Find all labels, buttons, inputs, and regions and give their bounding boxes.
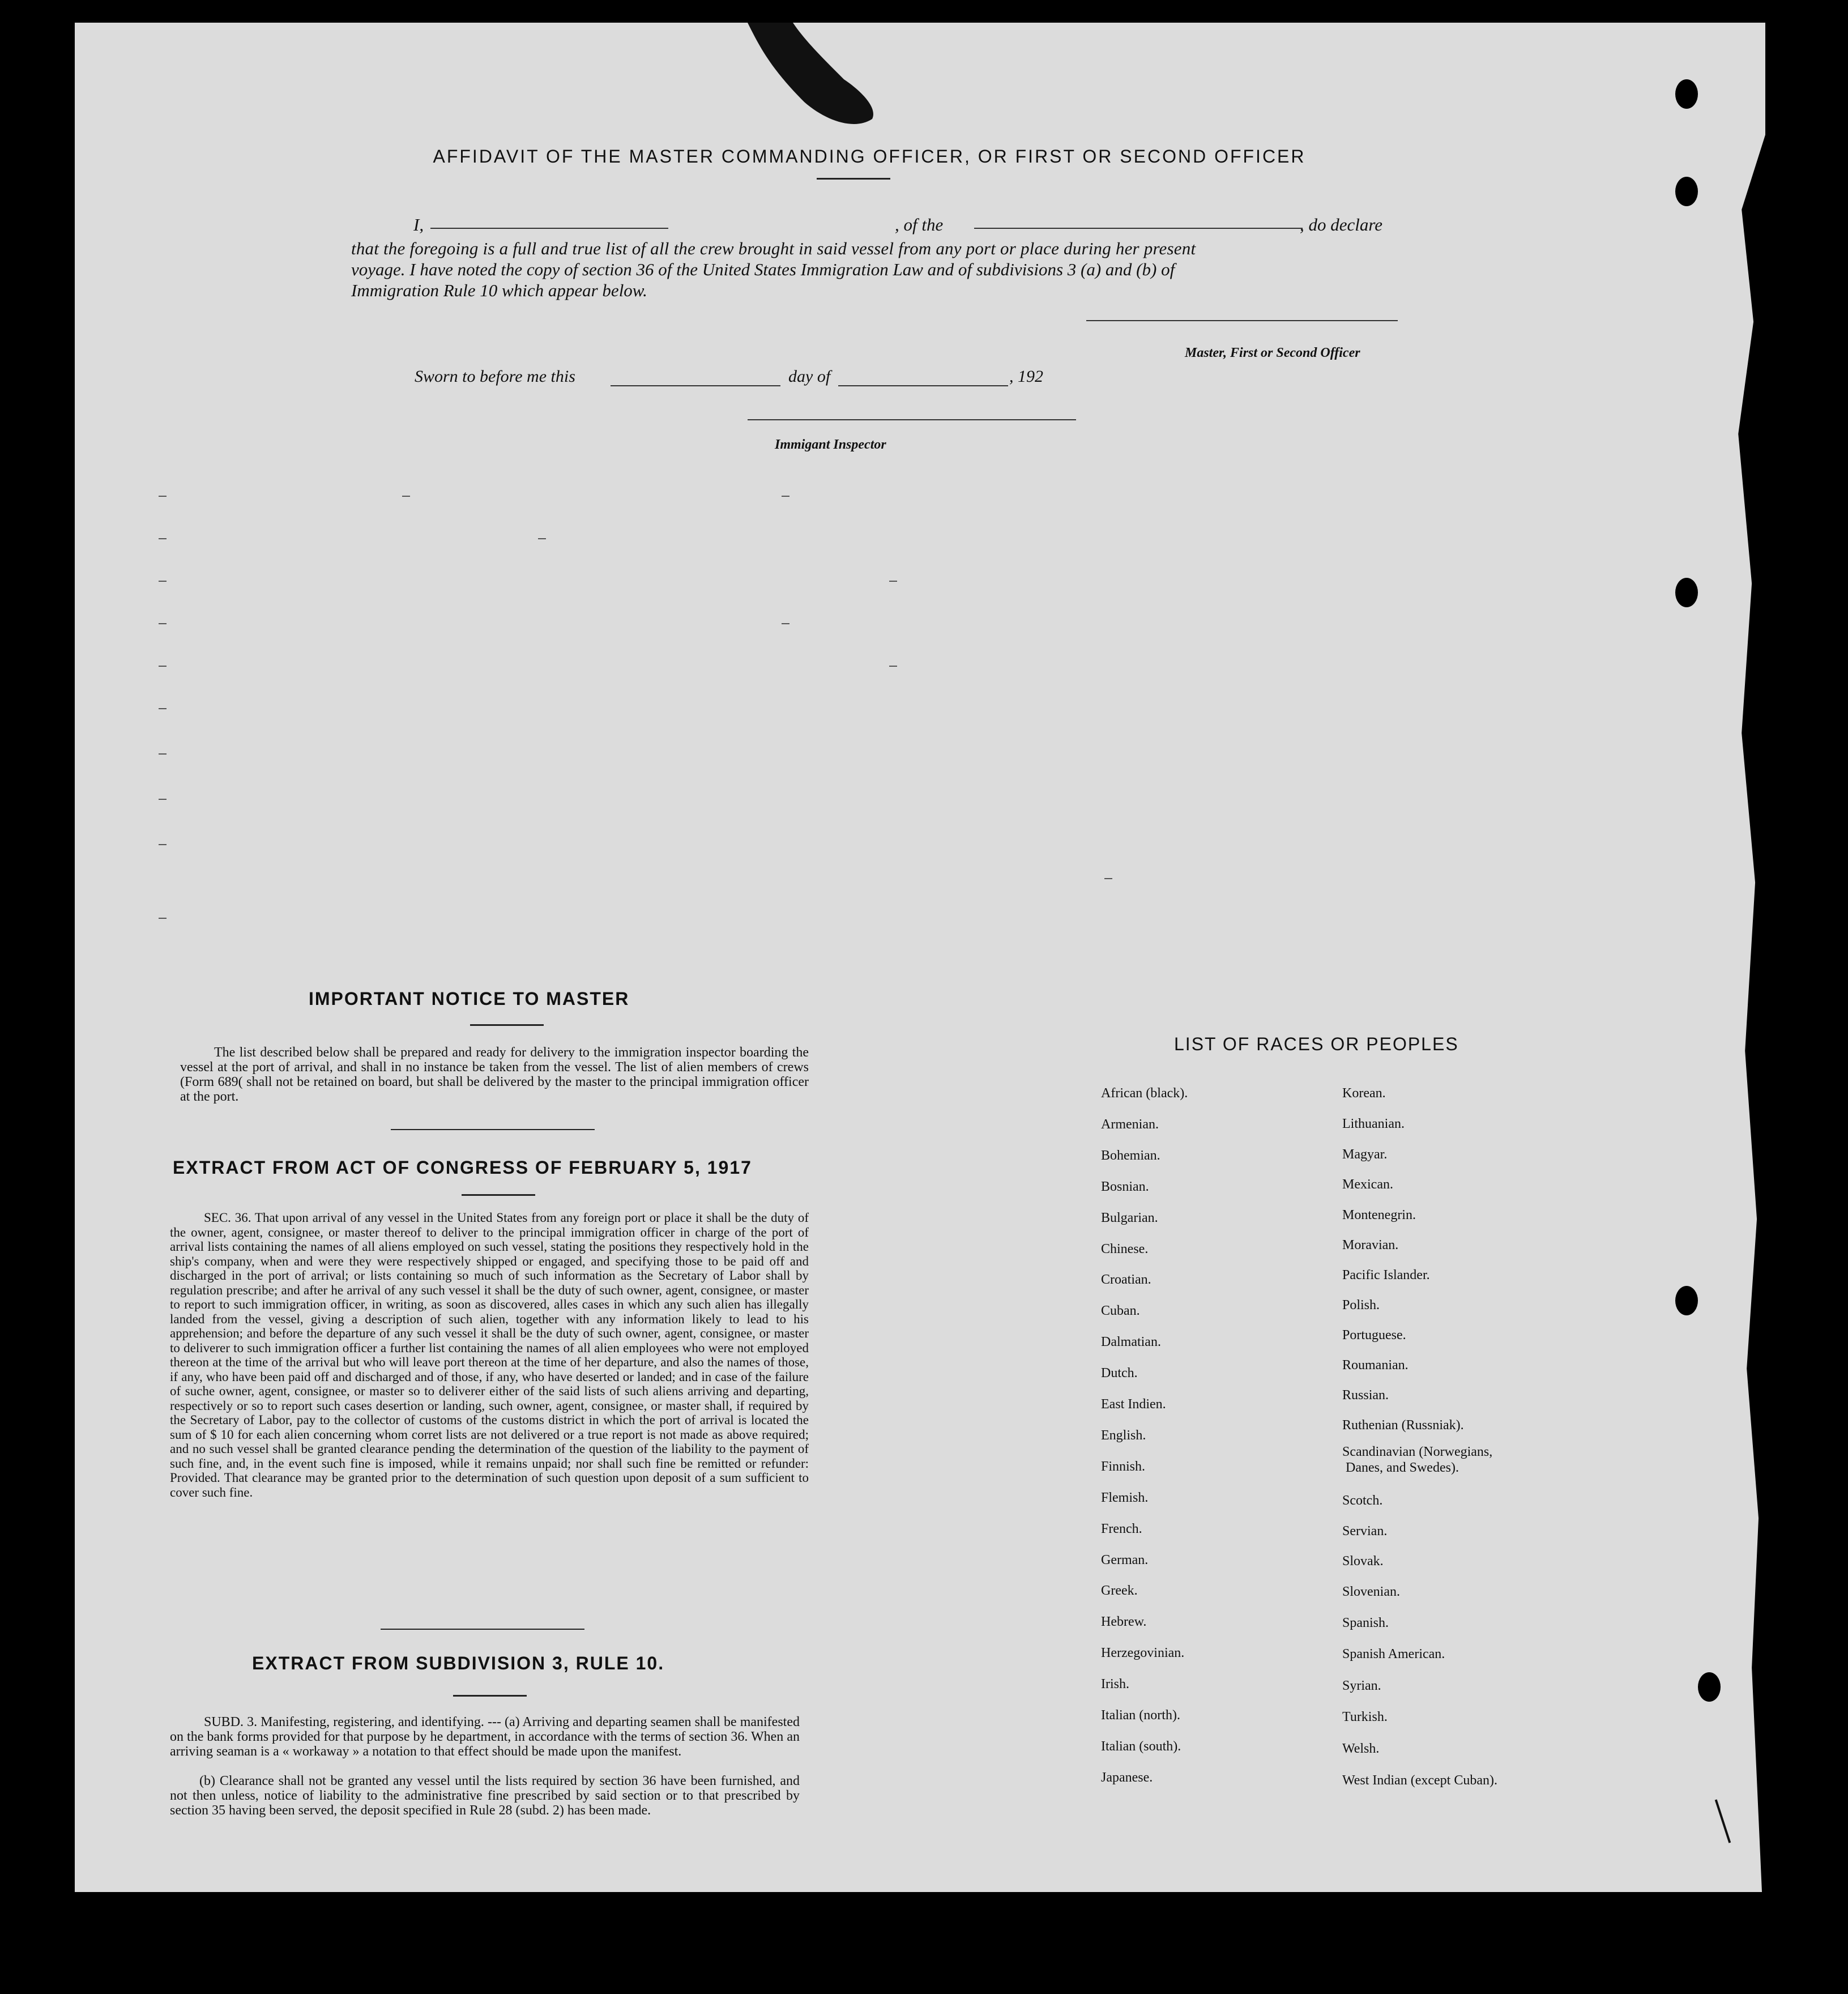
row-mark xyxy=(1104,878,1112,879)
form-sheet xyxy=(75,23,1765,1892)
declaration-line-2: that the foregoing is a full and true list of all the crew brought in said vessel from any port or place during her present xyxy=(351,238,1196,258)
row-mark xyxy=(538,538,546,539)
race-item: Spanish. xyxy=(1342,1616,1389,1630)
binder-hole-2 xyxy=(1675,177,1698,206)
act-text: SEC. 36. That upon arrival of any vessel in the United States from any foreign port or place it shall be the duty of the owner, agent, consignee, or master thereof to deliver to the principal immigration officer in charge of the port of arrival lists containing the names of all aliens employed on such vessel, stating the positions they respectively hold in the ship's company, when and were they were respectively shipped or engaged, and specifying those to be paid off and discharged in the port of arrival; or lists containing so much of such information as the Secretary of Labor shall by regulation prescribe; and after he arrival of any such vessel it shall be the duty of such owner, agent, consignee, or master to report to such immigration officer, in writing, as soon as discovered, alles cases in which any such alien has illegally landed from the vessel, giving a description of such alien, together with any information likely to lead to his apprehension; and before the departure of any such vessel it shall be the duty of such owner, agent, consignee, or master to deliverer to such immigration officer a further list containing the names of all alien employees who were not employed thereon at the time of the arrival but who will leave port thereon at the time of her departure, and also the names of those, if any, who have been paid off and discharged and of those, if any, who have deserted or landed; and in case of the failure of suche owner, agent, consignee, or master so to deliverer either of the said lists of such aliens arriving and departing, respectively or so to report such cases desertion or landing, such owner, agent, consignee, or master shall, if required by the Secretary of Labor, pay to the collector of customs of the customs district in which the port of arrival is located the sum of $ 10 for each alien concerning whom corret lists are not delivered or a true report is not made as above required; and no such vessel shall be granted clearance pending the determination of the question of the liability to the payment of such fine, and, in the event such fine is imposed, while it remains unpaid; nor shall such fine be remitted or refunder: Provided. That clearance may be granted prior to the determination of such question upon deposit of a sum sufficient to cover such fine. xyxy=(170,1211,809,1499)
race-item: Herzegovinian. xyxy=(1101,1646,1185,1661)
row-mark xyxy=(782,623,789,624)
race-item: Danes, and Swedes). xyxy=(1346,1460,1459,1475)
master-signature-line[interactable] xyxy=(1086,320,1398,321)
notice-bottom-rule xyxy=(391,1129,595,1130)
row-mark xyxy=(889,666,897,667)
race-item: Finnish. xyxy=(1101,1459,1146,1474)
race-item: German. xyxy=(1101,1552,1149,1567)
rule-rule xyxy=(453,1695,527,1697)
race-item: Scandinavian (Norwegians, xyxy=(1342,1445,1493,1459)
act-heading: EXTRACT FROM ACT OF CONGRESS OF FEBRUARY 5, 1917 xyxy=(173,1157,752,1178)
race-item: Cuban. xyxy=(1101,1303,1140,1319)
binder-hole-3 xyxy=(1675,578,1698,607)
declaration-of-the: , of the xyxy=(895,215,944,235)
affidavit-title: AFFIDAVIT OF THE MASTER COMMANDING OFFICER, OR FIRST OR SECOND OFFICER xyxy=(433,146,1306,167)
sworn-day-field[interactable] xyxy=(611,385,780,386)
race-item: Croatian. xyxy=(1101,1272,1151,1288)
row-mark xyxy=(159,918,167,919)
year-text: , 192 xyxy=(1009,367,1043,386)
race-item: Welsh. xyxy=(1342,1741,1380,1756)
row-mark xyxy=(159,623,167,624)
race-item: Japanese. xyxy=(1101,1770,1153,1785)
sworn-month-field[interactable] xyxy=(838,385,1008,386)
inspector-label: Immigant Inspector xyxy=(775,437,886,452)
binder-hole-5 xyxy=(1698,1672,1721,1702)
race-item: Magyar. xyxy=(1342,1147,1388,1162)
declaration-line-4: Immigration Rule 10 which appear below. xyxy=(351,280,647,300)
notice-text: The list described below shall be prepared and ready for delivery to the immigration inspector boarding the vessel at the port of arrival, and shall in no instance be taken from the vessel. The list of alien members of crews (Form 689( shall not be retained on board, but shall be delivered by the master to the principal immigration officer at the port. xyxy=(180,1045,809,1104)
race-item: East Indien. xyxy=(1101,1397,1166,1412)
race-item: English. xyxy=(1101,1428,1146,1443)
race-item: Servian. xyxy=(1342,1524,1388,1539)
race-item: Armenian. xyxy=(1101,1117,1159,1132)
title-underline xyxy=(817,178,890,180)
race-item: Lithuanian. xyxy=(1342,1117,1405,1131)
notice-heading: IMPORTANT NOTICE TO MASTER xyxy=(309,989,630,1009)
race-item: Bohemian. xyxy=(1101,1148,1160,1163)
race-item: Bulgarian. xyxy=(1101,1210,1158,1225)
sworn-text: Sworn to before me this xyxy=(415,367,575,386)
race-item: Italian (south). xyxy=(1101,1739,1181,1754)
row-mark xyxy=(159,844,167,845)
race-item: Turkish. xyxy=(1342,1710,1388,1724)
ink-smudge xyxy=(736,23,884,136)
race-item: West Indian (except Cuban). xyxy=(1342,1773,1497,1788)
row-mark xyxy=(159,496,167,497)
row-mark xyxy=(159,799,167,800)
inspector-signature-line[interactable] xyxy=(748,419,1076,420)
vessel-field[interactable] xyxy=(974,228,1303,229)
races-heading: LIST OF RACES OR PEOPLES xyxy=(1174,1034,1459,1054)
declaration-line-3: voyage. I have noted the copy of section 36 of the United States Immigration Law and of subdivisions 3 (a) and (b) of xyxy=(351,259,1175,279)
row-mark xyxy=(889,581,897,582)
rule-text-b: (b) Clearance shall not be granted any vessel until the lists required by section 36 have been furnished, and not then unless, notice of liability to the administrative fine prescribed by said section or to that prescribed by section 35 having been served, the deposit specified in Rule 28 (subd. 2) has been made. xyxy=(170,1774,800,1818)
race-item: Greek. xyxy=(1101,1583,1138,1599)
act-rule xyxy=(462,1194,535,1196)
rule-text-a: SUBD. 3. Manifesting, registering, and identifying. --- (a) Arriving and departing seamen shall be manifested on the bank forms provided for that purpose by he department, in accordance with the terms of section 36. When an arriving seaman is a « workaway » a notation to that effect should be made upon the manifest. xyxy=(170,1715,800,1759)
race-item: Syrian. xyxy=(1342,1678,1381,1693)
race-item: Spanish American. xyxy=(1342,1647,1445,1661)
master-signature-label: Master, First or Second Officer xyxy=(1185,346,1360,360)
row-mark xyxy=(782,496,789,497)
race-item: Moravian. xyxy=(1342,1238,1399,1252)
race-item: Slovenian. xyxy=(1342,1584,1400,1599)
name-field[interactable] xyxy=(430,228,668,229)
row-mark xyxy=(159,581,167,582)
binder-hole-4 xyxy=(1675,1286,1698,1315)
race-item: Slovak. xyxy=(1342,1554,1384,1569)
binder-hole-1 xyxy=(1675,79,1698,109)
race-item: Russian. xyxy=(1342,1388,1389,1403)
row-mark xyxy=(159,708,167,709)
declaration-i: I, xyxy=(413,215,424,235)
declaration-declare: , do declare xyxy=(1300,215,1383,235)
row-mark xyxy=(159,538,167,539)
row-mark xyxy=(159,753,167,755)
race-item: Pacific Islander. xyxy=(1342,1268,1430,1283)
race-item: Polish. xyxy=(1342,1298,1380,1313)
race-item: Dutch. xyxy=(1101,1366,1138,1381)
race-item: Italian (north). xyxy=(1101,1708,1180,1723)
race-item: Hebrew. xyxy=(1101,1614,1147,1630)
race-item: Portuguese. xyxy=(1342,1328,1406,1343)
race-item: Scotch. xyxy=(1342,1493,1383,1508)
race-item: African (black). xyxy=(1101,1086,1188,1101)
notice-rule xyxy=(470,1024,544,1026)
day-of-text: day of xyxy=(788,367,831,386)
race-item: Irish. xyxy=(1101,1677,1129,1692)
act-bottom-rule xyxy=(381,1629,584,1630)
row-mark xyxy=(159,666,167,667)
race-item: Mexican. xyxy=(1342,1177,1393,1192)
race-item: Montenegrin. xyxy=(1342,1208,1416,1222)
race-item: Dalmatian. xyxy=(1101,1335,1161,1350)
rule-heading: EXTRACT FROM SUBDIVISION 3, RULE 10. xyxy=(252,1653,665,1673)
race-item: Ruthenian (Russniak). xyxy=(1342,1418,1464,1433)
race-item: Flemish. xyxy=(1101,1490,1149,1505)
row-mark xyxy=(402,496,410,497)
race-item: French. xyxy=(1101,1521,1142,1536)
race-item: Korean. xyxy=(1342,1086,1386,1101)
race-item: Bosnian. xyxy=(1101,1179,1149,1194)
race-item: Roumanian. xyxy=(1342,1358,1409,1373)
race-item: Chinese. xyxy=(1101,1241,1149,1256)
